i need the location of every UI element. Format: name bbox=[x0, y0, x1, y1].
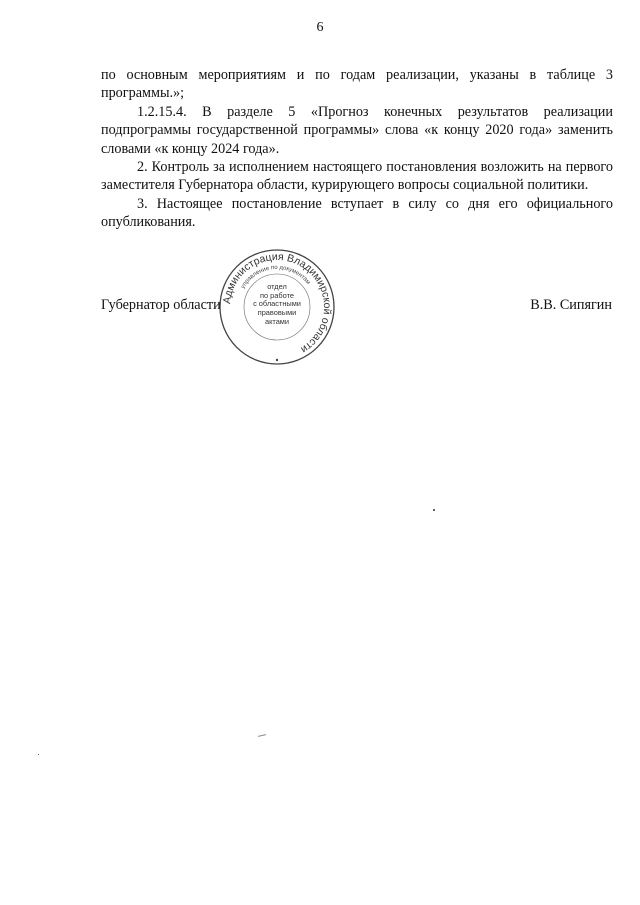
paragraph-1-2-15-4: 1.2.15.4. В разделе 5 «Прогноз конечных результатов реализации подпрограммы государственной программы» слова «к концу 2020 года» заменить словами «к концу 2024 года». bbox=[101, 103, 613, 157]
stamp-star bbox=[276, 359, 278, 361]
signatory-title: Губернатор области bbox=[101, 297, 221, 313]
stamp-center-text: отдел по работе с областными правовыми актами bbox=[253, 282, 301, 326]
paragraph-continuation: по основным мероприятиям и по годам реализации, указаны в таблице 3 программы.»; bbox=[101, 67, 613, 102]
document-body bbox=[101, 66, 613, 232]
stamp-inner-text: управление по документам bbox=[240, 264, 311, 290]
stamp-outer-text: Администрация Владимирской области bbox=[221, 250, 334, 356]
scan-speck bbox=[38, 754, 39, 755]
scan-speck bbox=[433, 509, 435, 511]
signatory-name: В.В. Сипягин bbox=[530, 297, 612, 313]
paragraph-3: 3. Настоящее постановление вступает в силу со дня его официального опубликования. bbox=[101, 195, 613, 231]
paragraph-2: 2. Контроль за исполнением настоящего постановления возложить на первого заместителя Губернатора области, курирующего вопросы социальной политики. bbox=[101, 159, 613, 194]
page-number: 6 bbox=[316, 20, 324, 35]
scan-speck bbox=[258, 734, 266, 737]
